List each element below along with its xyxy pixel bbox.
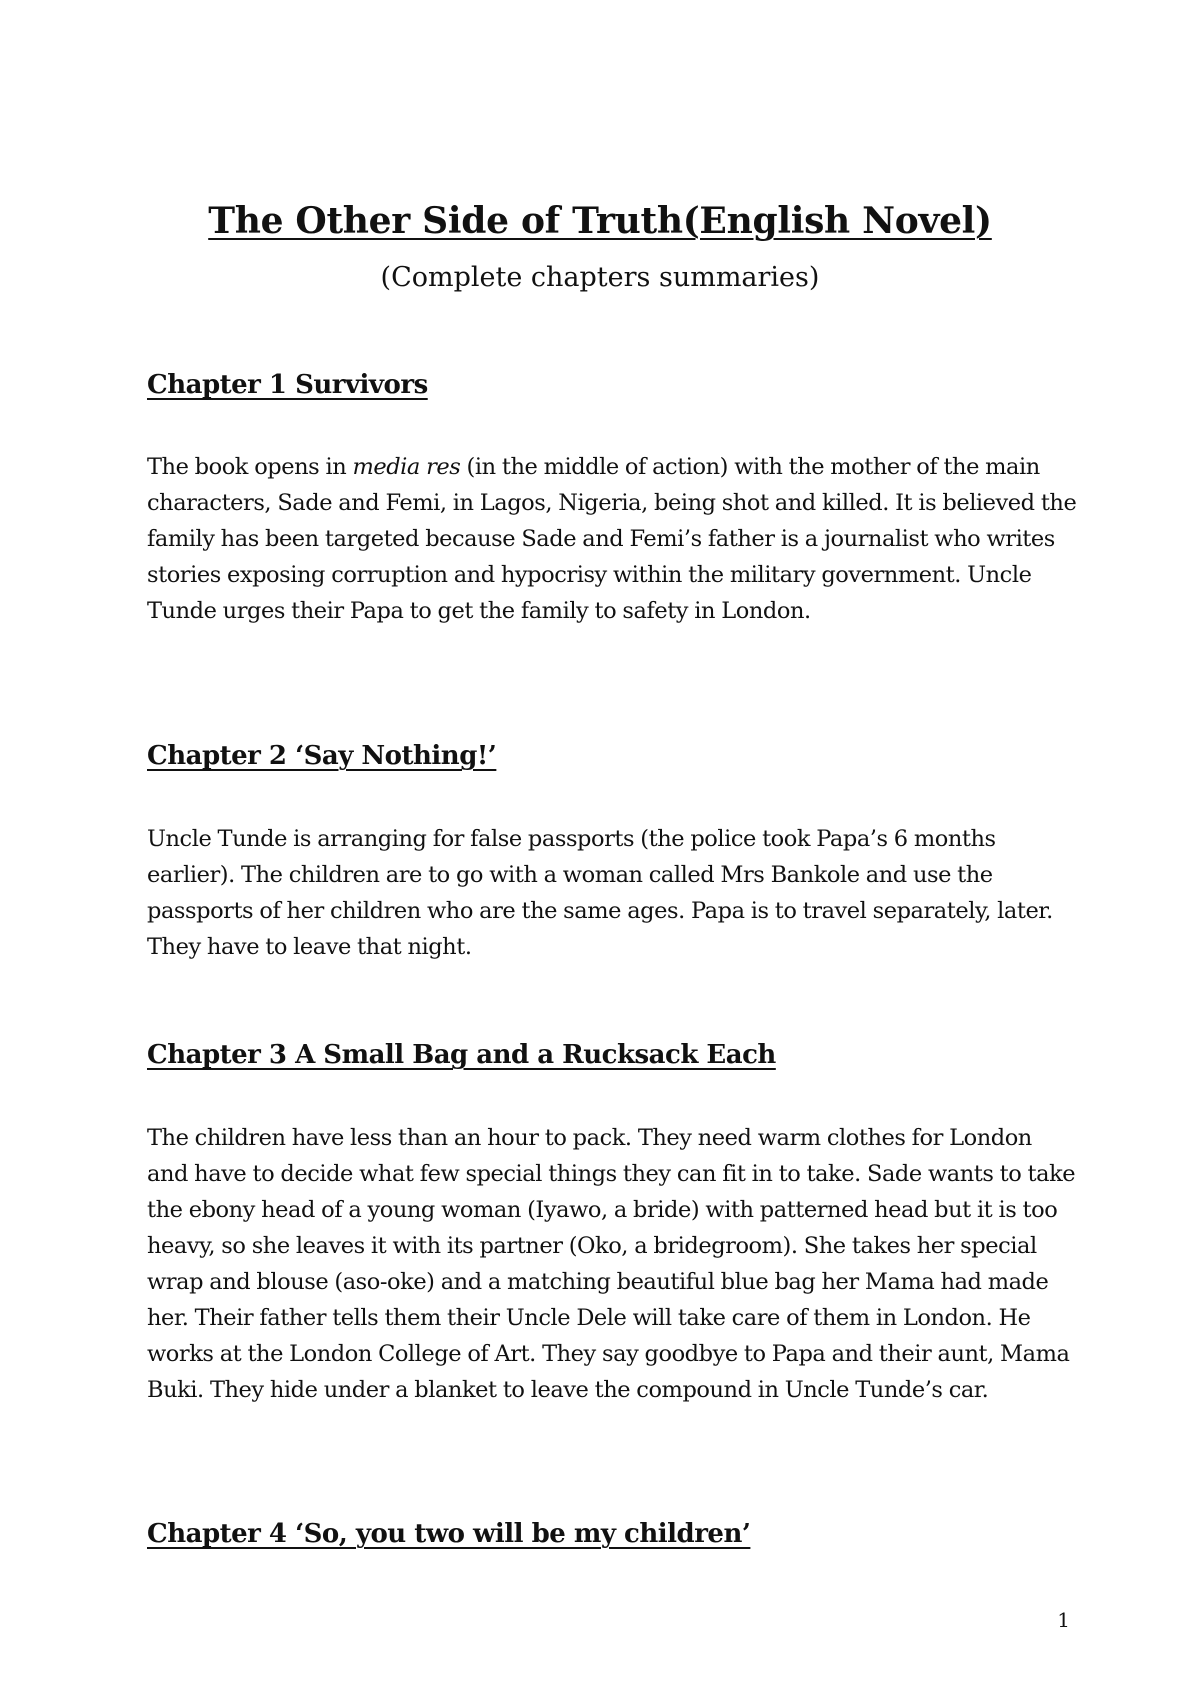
chapter-1-text-rest: (in the middle of action) with the mother of the main characters, Sade and Femi, in Lagos, Nigeria, being shot and killed. It is believed the family has been targeted because Sade and Femi’s father is a journalist who writes stories exposing corruption and hypocrisy within the military government. Uncle Tunde urges their Papa to get the family to safety in London.: [147, 454, 1077, 624]
chapter-3-summary: The children have less than an hour to pack. They need warm clothes for London and have to decide what few special things they can fit in to take. Sade wants to take the ebony head of a young woman (Iyawo, a bride) with patterned head but it is too heavy, so she leaves it with its partner (Oko, a bridegroom). She takes her special wrap and blouse (aso-oke) and a matching beautiful blue bag her Mama had made her. Their father tells them their Uncle Dele will take care of them in London. He works at the London College of Art. They say goodbye to Papa and their aunt, Mama Buki. They hide under a blanket to leave the compound in Uncle Tunde’s car.: [147, 1125, 1076, 1403]
chapter-1-summary: [147, 449, 1077, 629]
chapter-2-summary: Uncle Tunde is arranging for false passports (the police took Papa’s 6 months earlier). The children are to go with a woman called Mrs Bankole and use the passports of her children who are the same ages. Papa is to travel separately, later. They have to leave that night.: [147, 826, 1053, 960]
chapter-1-heading: Chapter 1 Survivors: [147, 370, 428, 400]
chapter-2-heading: Chapter 2 ‘Say Nothing!’: [147, 741, 497, 771]
chapter-3-heading: Chapter 3 A Small Bag and a Rucksack Each: [147, 1040, 776, 1070]
chapter-4-heading: Chapter 4 ‘So, you two will be my children’: [147, 1519, 751, 1549]
chapter-1-text-start: The book opens in: [147, 454, 353, 480]
document-subtitle: (Complete chapters summaries): [380, 262, 820, 293]
document-title: The Other Side of Truth(English Novel): [208, 200, 992, 242]
chapter-1-italic-term: media res: [352, 454, 461, 480]
page-number: 1: [1057, 1608, 1070, 1632]
